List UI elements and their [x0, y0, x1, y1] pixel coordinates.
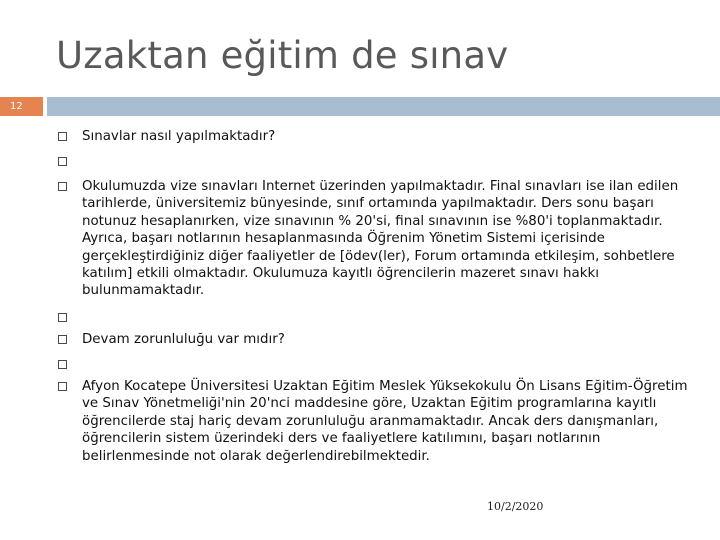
hollow-square-icon — [58, 335, 67, 344]
date-footer: 10/2/2020 — [487, 500, 544, 513]
hollow-square-icon — [58, 360, 67, 369]
hollow-square-icon — [58, 313, 67, 322]
slide-number: 12 — [0, 97, 43, 116]
hollow-square-icon — [58, 157, 67, 166]
slide-title: Uzaktan eğitim de sınav — [56, 34, 509, 77]
bullet-question-exams: Sınavlar nasıl yapılmaktadır? — [82, 129, 276, 144]
hollow-square-icon — [58, 382, 67, 391]
hollow-square-icon — [58, 132, 67, 141]
bullet-answer-exams: Okulumuzda vize sınavları Internet üzerinden yapılmaktadır. Final sınavları ise ilan edilen tarihlerde, üniversitemiz bünyesinde, sınıf ortamında yapılmaktadır. Ders sonu başarı notunuz hesaplanırken, vize sınavının % 20'si, final sınavının ise %80'i toplanmaktadır. Ayrıca, başarı notlarının hesaplanmasında Öğrenim Yönetim Sistemi içerisinde gerçekleştirdiğiniz diğer faaliyetler de [ödev(ler), Forum ortamında etkileşim, sohbetlere katılım] etkili olmaktadır. Okulumuza kayıtlı öğrencilerin mazeret sınavı hakkı bulunmamaktadır. — [82, 179, 679, 299]
bullet-answer-attendance: Afyon Kocatepe Üniversitesi Uzaktan Eğitim Meslek Yüksekokulu Ön Lisans Eğitim-Öğretim ve Sınav Yönetmeliği'nin 20'nci maddesine göre, Uzaktan Eğitim programlarına kayıtlı öğrencilerde staj hariç devam zorunluluğu aranmamaktadır. Ancak ders danışmanları, öğrencilerin sistem üzerindeki ders ve faaliyetlere katılımını, başarı notlarının belirlenmesinde not olarak değerlendirebilmektedir. — [82, 379, 688, 464]
hollow-square-icon — [58, 182, 67, 191]
bullet-question-attendance: Devam zorunluluğu var mıdır? — [82, 332, 285, 347]
